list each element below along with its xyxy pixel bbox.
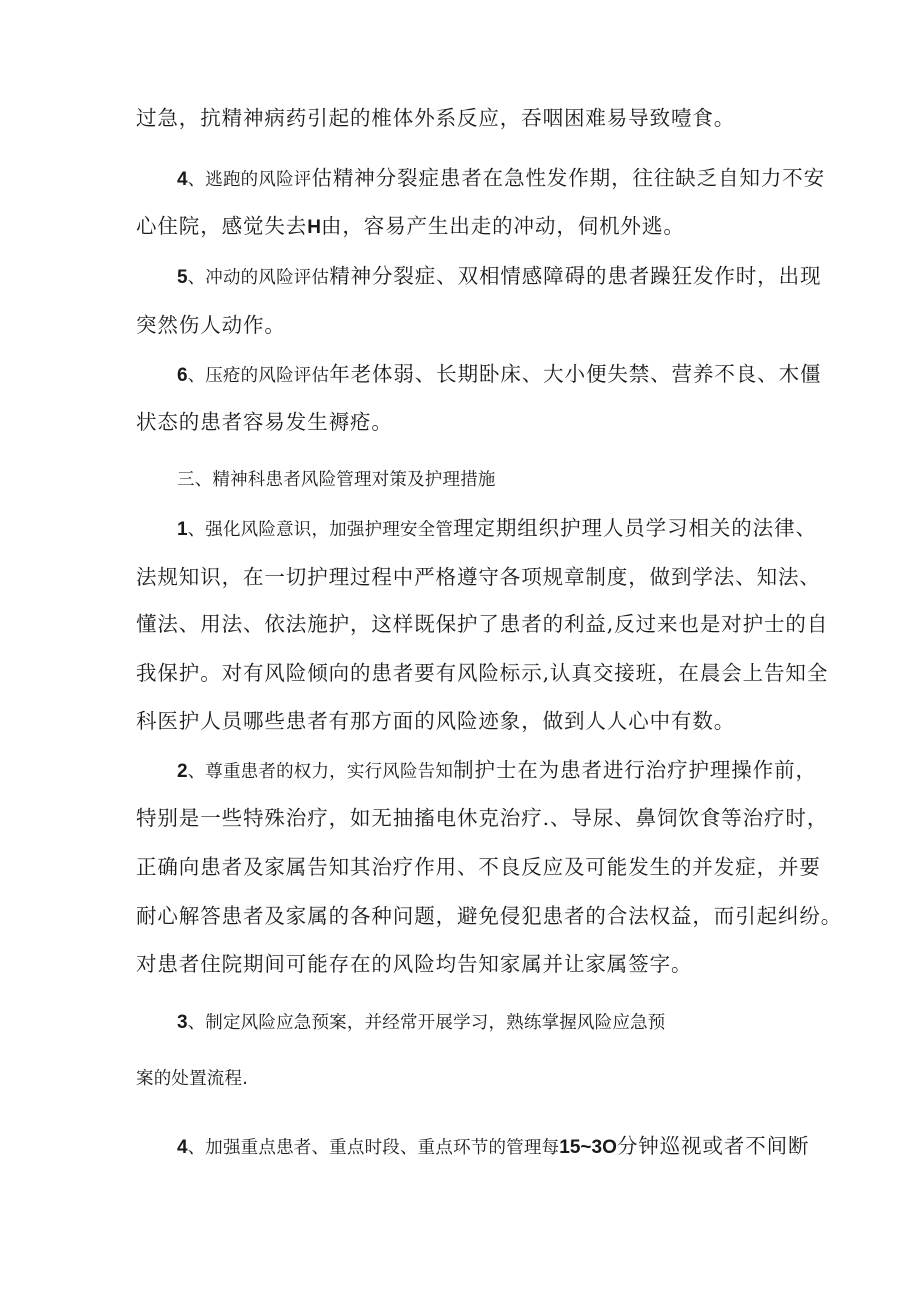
paragraph-line bbox=[136, 804, 828, 832]
paragraph-line bbox=[136, 610, 828, 638]
paragraph-line bbox=[136, 563, 821, 591]
item-heading: 、制定风险应急预案，并经常开展学习，熟练掌握风险应急预 bbox=[187, 1013, 666, 1033]
body-text: 状态的患者容易发生褥疮。 bbox=[136, 410, 393, 434]
item-heading: 、压疮的风险评估 bbox=[187, 366, 330, 386]
glyph-h: H bbox=[307, 217, 321, 238]
paragraph-line bbox=[136, 212, 685, 242]
body-text: 耐心解答患者及家属的各种问题，避免侵犯患者的合法权益，而引起纠纷。 bbox=[136, 904, 843, 928]
paragraph-line bbox=[136, 104, 735, 132]
body-text: 对患者住院期间可能存在的风险均告知家属并让家属签字。 bbox=[136, 952, 693, 976]
interval-range: 15~3O bbox=[559, 1137, 617, 1158]
body-text: 我保护。对有风险倾向的患者要有风险标示,认真交接班，在晨会上告知全 bbox=[136, 661, 829, 685]
item-heading: 、强化风险意识，加强护理安全管 bbox=[187, 520, 454, 540]
body-text: 科医护人员哪些患者有那方面的风险迹象，做到人人心中有数。 bbox=[136, 709, 736, 733]
item-heading: 、逃跑的风险评 bbox=[187, 170, 312, 190]
body-text: 懂法、用法、依法施护，这样既保护了患者的利益,反过来也是对护士的自 bbox=[136, 612, 829, 636]
item-heading: 、尊重患者的权力，实行风险告知 bbox=[187, 762, 454, 782]
body-text: 精神分裂症、双相情感障碍的患者躁狂发作时，出现 bbox=[329, 264, 822, 288]
paragraph-line bbox=[136, 311, 286, 339]
measure-item-4 bbox=[177, 1132, 809, 1162]
measure-item-1 bbox=[177, 514, 817, 544]
section-title: 三、精神科患者风险管理对策及护理措施 bbox=[177, 470, 496, 490]
paragraph-line bbox=[136, 853, 821, 881]
body-text: 法规知识，在一切护理过程中严格遵守各项规章制度，做到学法、知法、 bbox=[136, 565, 821, 589]
body-text: 理定期组织护理人员学习相关的法律、 bbox=[453, 516, 817, 540]
item-number: 5 bbox=[177, 267, 188, 288]
item-number: 6 bbox=[177, 365, 188, 386]
item-number: 2 bbox=[177, 761, 188, 782]
body-text: 特别是一些特殊治疗，如无抽搐电休克治疗.、导尿、鼻饲饮食等治疗时， bbox=[136, 806, 829, 830]
risk-item-impulse bbox=[177, 262, 821, 292]
item-number: 3 bbox=[177, 1012, 188, 1033]
paragraph-line bbox=[136, 408, 393, 436]
body-text: 突然伤人动作。 bbox=[136, 313, 286, 337]
paragraph-line: 案的处置流程. bbox=[136, 1069, 248, 1089]
measure-item-2 bbox=[177, 756, 817, 786]
body-text: 分钟巡视或者不间断 bbox=[616, 1134, 810, 1158]
body-text: 正确向患者及家属告知其治疗作用、不良反应及可能发生的并发症，并要 bbox=[136, 855, 821, 879]
risk-item-escape bbox=[177, 164, 825, 194]
body-text: 制护士在为患者进行治疗护理操作前， bbox=[453, 758, 817, 782]
body-text: 由，容易产生出走的冲动，伺机外逃。 bbox=[320, 214, 685, 238]
item-heading: 、加强重点患者、重点时段、重点环节的管理每 bbox=[187, 1138, 560, 1158]
paragraph-line bbox=[136, 950, 692, 978]
item-number: 1 bbox=[177, 519, 188, 540]
paragraph-line bbox=[136, 707, 735, 735]
item-number: 4 bbox=[177, 169, 188, 190]
item-heading: 、冲动的风险评估 bbox=[187, 268, 330, 288]
body-text: 估精神分裂症患者在急性发作期，往往缺乏自知力不安 bbox=[311, 166, 826, 190]
risk-item-pressure-sore bbox=[177, 360, 821, 390]
measure-item-3 bbox=[177, 1007, 665, 1037]
body-text: 心住院，感觉失去 bbox=[136, 214, 308, 238]
body-text: 年老体弱、长期卧床、大小便失禁、营养不良、木僵 bbox=[329, 362, 822, 386]
item-number: 4 bbox=[177, 1137, 188, 1158]
paragraph-line bbox=[136, 902, 842, 930]
paragraph-line bbox=[136, 659, 828, 687]
body-text: 过急，抗精神病药引起的椎体外系反应，吞咽困难易导致噎食。 bbox=[136, 106, 736, 130]
